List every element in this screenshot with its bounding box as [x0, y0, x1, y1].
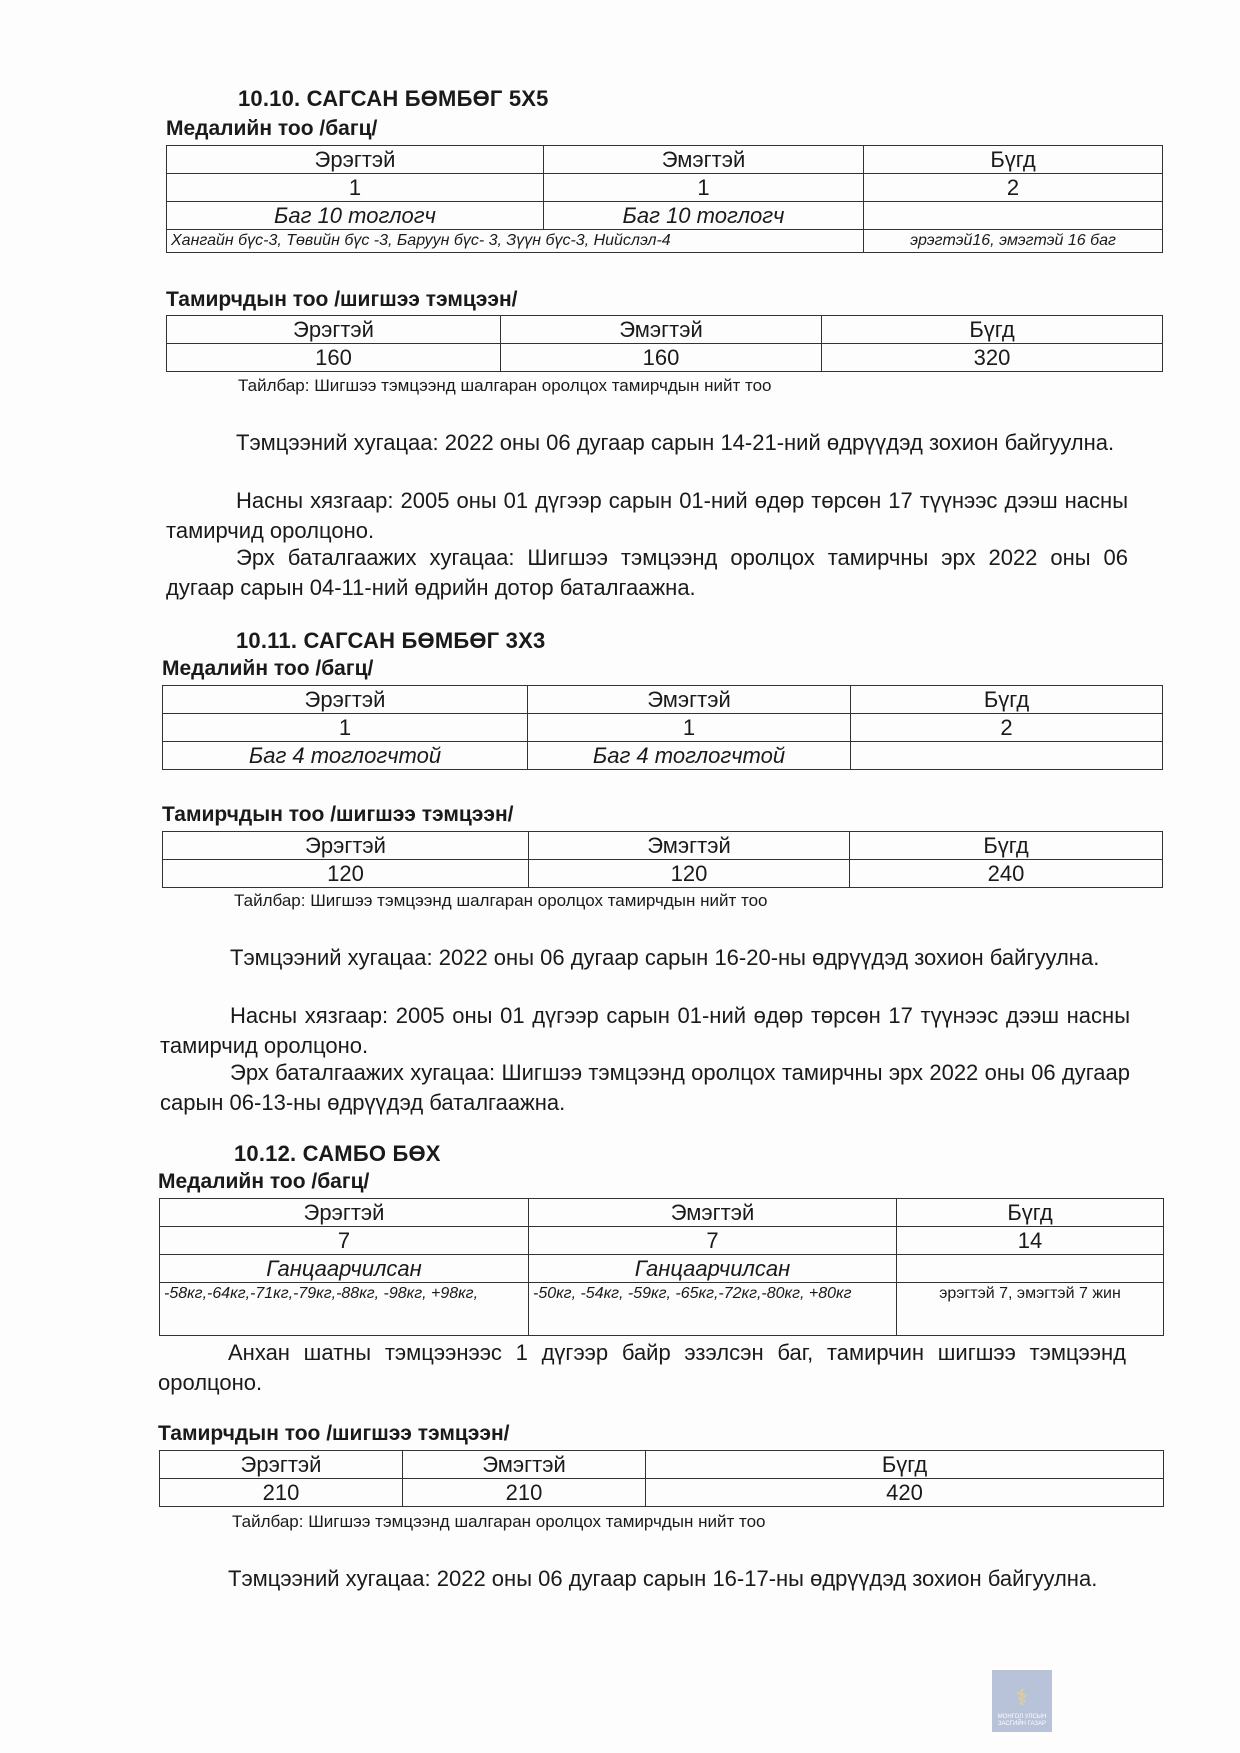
female-format: Ганцаарчилсан	[529, 1255, 897, 1283]
male-count: 1	[163, 714, 528, 742]
paragraph-registration: Эрх баталгаажих хугацаа: Шигшээ тэмцээнд оролцох тамирчны эрх 2022 оны 06 дугаар сарын 04-11-ний өдрийн дотор баталгаажна.	[166, 545, 1128, 600]
header-female: Эмэгтэй	[403, 1451, 646, 1479]
header-male: Эрэгтэй	[163, 686, 528, 714]
total-athletes: 320	[822, 344, 1163, 372]
table-note: Тайлбар: Шигшээ тэмцээнд шалгаран оролцох тамирчдын нийт тоо	[234, 891, 768, 910]
athlete-table-basketball-3x3	[162, 831, 1163, 888]
table-row	[167, 230, 1163, 253]
female-count: 1	[544, 174, 864, 202]
total-athletes: 420	[646, 1479, 1164, 1507]
athlete-table-sambo	[159, 1450, 1164, 1507]
female-athletes: 120	[529, 860, 850, 888]
table-row	[167, 174, 1163, 202]
table-row	[160, 1283, 1164, 1336]
table-row	[160, 1227, 1164, 1255]
header-total: Бүгд	[822, 316, 1163, 344]
total-count: 2	[851, 714, 1163, 742]
total-format	[864, 202, 1163, 230]
male-format: Баг 4 тоглогчтой	[163, 742, 528, 770]
header-male: Эрэгтэй	[163, 832, 529, 860]
total-count: 14	[897, 1227, 1164, 1255]
paragraph-duration: Тэмцээний хугацаа: 2022 оны 06 дугаар сарын 16-17-ны өдрүүдэд зохион байгуулна.	[228, 1566, 1098, 1591]
male-count: 1	[167, 174, 544, 202]
header-total: Бүгд	[646, 1451, 1164, 1479]
table-row	[167, 344, 1163, 372]
weight-class-totals: эрэгтэй 7, эмэгтэй 7 жин	[897, 1283, 1164, 1336]
total-format	[851, 742, 1163, 770]
header-male: Эрэгтэй	[167, 316, 501, 344]
athlete-count-title: Тамирчдын тоо /шигшээ тэмцээн/	[162, 803, 514, 826]
paragraph-age-limit: Насны хязгаар: 2005 оны 01 дүгээр сарын 01-ний өдөр төрсөн 17 түүнээс дээш насны тамирчид оролцоно.	[160, 1003, 1130, 1058]
athlete-table-basketball-5x5	[166, 315, 1163, 372]
medal-count-title: Медалийн тоо /багц/	[158, 1170, 370, 1193]
header-female: Эмэгтэй	[529, 1199, 897, 1227]
header-total: Бүгд	[897, 1199, 1164, 1227]
section-title-basketball-5x5: 10.10. САГСАН БӨМБӨГ 5Х5	[238, 86, 549, 111]
athlete-count-title: Тамирчдын тоо /шигшээ тэмцээн/	[166, 288, 518, 311]
male-athletes: 160	[167, 344, 501, 372]
male-weight-classes: -58кг,-64кг,-71кг,-79кг,-88кг, -98кг, +98кг,	[160, 1283, 529, 1336]
table-row	[160, 1255, 1164, 1283]
total-count: 2	[864, 174, 1163, 202]
female-count: 7	[529, 1227, 897, 1255]
table-row	[160, 1479, 1164, 1507]
male-format: Баг 10 тоглогч	[167, 202, 544, 230]
table-header-row	[163, 686, 1163, 714]
medal-table-basketball-3x3	[162, 685, 1163, 770]
table-header-row	[163, 832, 1163, 860]
paragraph-registration: Эрх баталгаажих хугацаа: Шигшээ тэмцээнд оролцох тамирчны эрх 2022 оны 06 дугаар сарын 06-13-ны өдрүүдэд баталгаажна.	[160, 1060, 1130, 1115]
male-athletes: 210	[160, 1479, 403, 1507]
table-row	[163, 714, 1163, 742]
table-note: Тайлбар: Шигшээ тэмцээнд шалгаран оролцох тамирчдын нийт тоо	[238, 376, 772, 395]
medal-table-basketball-5x5	[166, 145, 1163, 253]
logo-text: МОНГОЛ УЛСЫН ЗАСГИЙН ГАЗАР	[997, 1714, 1047, 1727]
medal-count-title: Медалийн тоо /багц/	[166, 117, 378, 140]
table-row	[163, 742, 1163, 770]
table-header-row	[167, 316, 1163, 344]
header-female: Эмэгтэй	[528, 686, 851, 714]
header-female: Эмэгтэй	[501, 316, 822, 344]
team-totals: эрэгтэй16, эмэгтэй 16 баг	[864, 230, 1163, 253]
table-header-row	[160, 1199, 1164, 1227]
female-athletes: 210	[403, 1479, 646, 1507]
female-athletes: 160	[501, 344, 822, 372]
header-female: Эмэгтэй	[544, 146, 864, 174]
medal-count-title: Медалийн тоо /багц/	[162, 657, 374, 680]
government-logo	[992, 1670, 1052, 1732]
header-male: Эрэгтэй	[160, 1199, 529, 1227]
soyombo-emblem-icon: ⚕	[1016, 1685, 1028, 1710]
header-total: Бүгд	[850, 832, 1163, 860]
female-count: 1	[528, 714, 851, 742]
header-total: Бүгд	[864, 146, 1163, 174]
header-total: Бүгд	[851, 686, 1163, 714]
female-format: Баг 10 тоглогч	[544, 202, 864, 230]
male-count: 7	[160, 1227, 529, 1255]
paragraph-age-limit: Насны хязгаар: 2005 оны 01 дүгээр сарын 01-ний өдөр төрсөн 17 түүнээс дээш насны тамирчид оролцоно.	[166, 488, 1128, 543]
table-row	[167, 202, 1163, 230]
table-header-row	[160, 1451, 1164, 1479]
paragraph-duration: Тэмцээний хугацаа: 2022 оны 06 дугаар сарын 16-20-ны өдрүүдэд зохион байгуулна.	[230, 945, 1100, 970]
table-header-row	[167, 146, 1163, 174]
table-note: Тайлбар: Шигшээ тэмцээнд шалгаран оролцох тамирчдын нийт тоо	[232, 1512, 766, 1531]
paragraph-qualifier: Анхан шатны тэмцээнээс 1 дүгээр байр эзэлсэн баг, тамирчин шигшээ тэмцээнд оролцоно.	[158, 1340, 1126, 1395]
header-male: Эрэгтэй	[167, 146, 544, 174]
female-format: Баг 4 тоглогчтой	[528, 742, 851, 770]
section-title-sambo: 10.12. САМБО БӨХ	[234, 1141, 441, 1166]
male-format: Ганцаарчилсан	[160, 1255, 529, 1283]
female-weight-classes: -50кг, -54кг, -59кг, -65кг,-72кг,-80кг, +80кг	[529, 1283, 897, 1336]
male-athletes: 120	[163, 860, 529, 888]
medal-table-sambo	[159, 1198, 1164, 1336]
total-athletes: 240	[850, 860, 1163, 888]
regional-quota: Хангайн бүс-3, Төвийн бүс -3, Баруун бүс- 3, Зүүн бүс-3, Нийслэл-4	[167, 230, 864, 253]
paragraph-duration: Тэмцээний хугацаа: 2022 оны 06 дугаар сарын 14-21-ний өдрүүдэд зохион байгуулна.	[236, 430, 1115, 455]
total-format	[897, 1255, 1164, 1283]
header-male: Эрэгтэй	[160, 1451, 403, 1479]
header-female: Эмэгтэй	[529, 832, 850, 860]
table-row	[163, 860, 1163, 888]
section-title-basketball-3x3: 10.11. САГСАН БӨМБӨГ 3Х3	[236, 628, 546, 653]
athlete-count-title: Тамирчдын тоо /шигшээ тэмцээн/	[158, 1422, 510, 1445]
